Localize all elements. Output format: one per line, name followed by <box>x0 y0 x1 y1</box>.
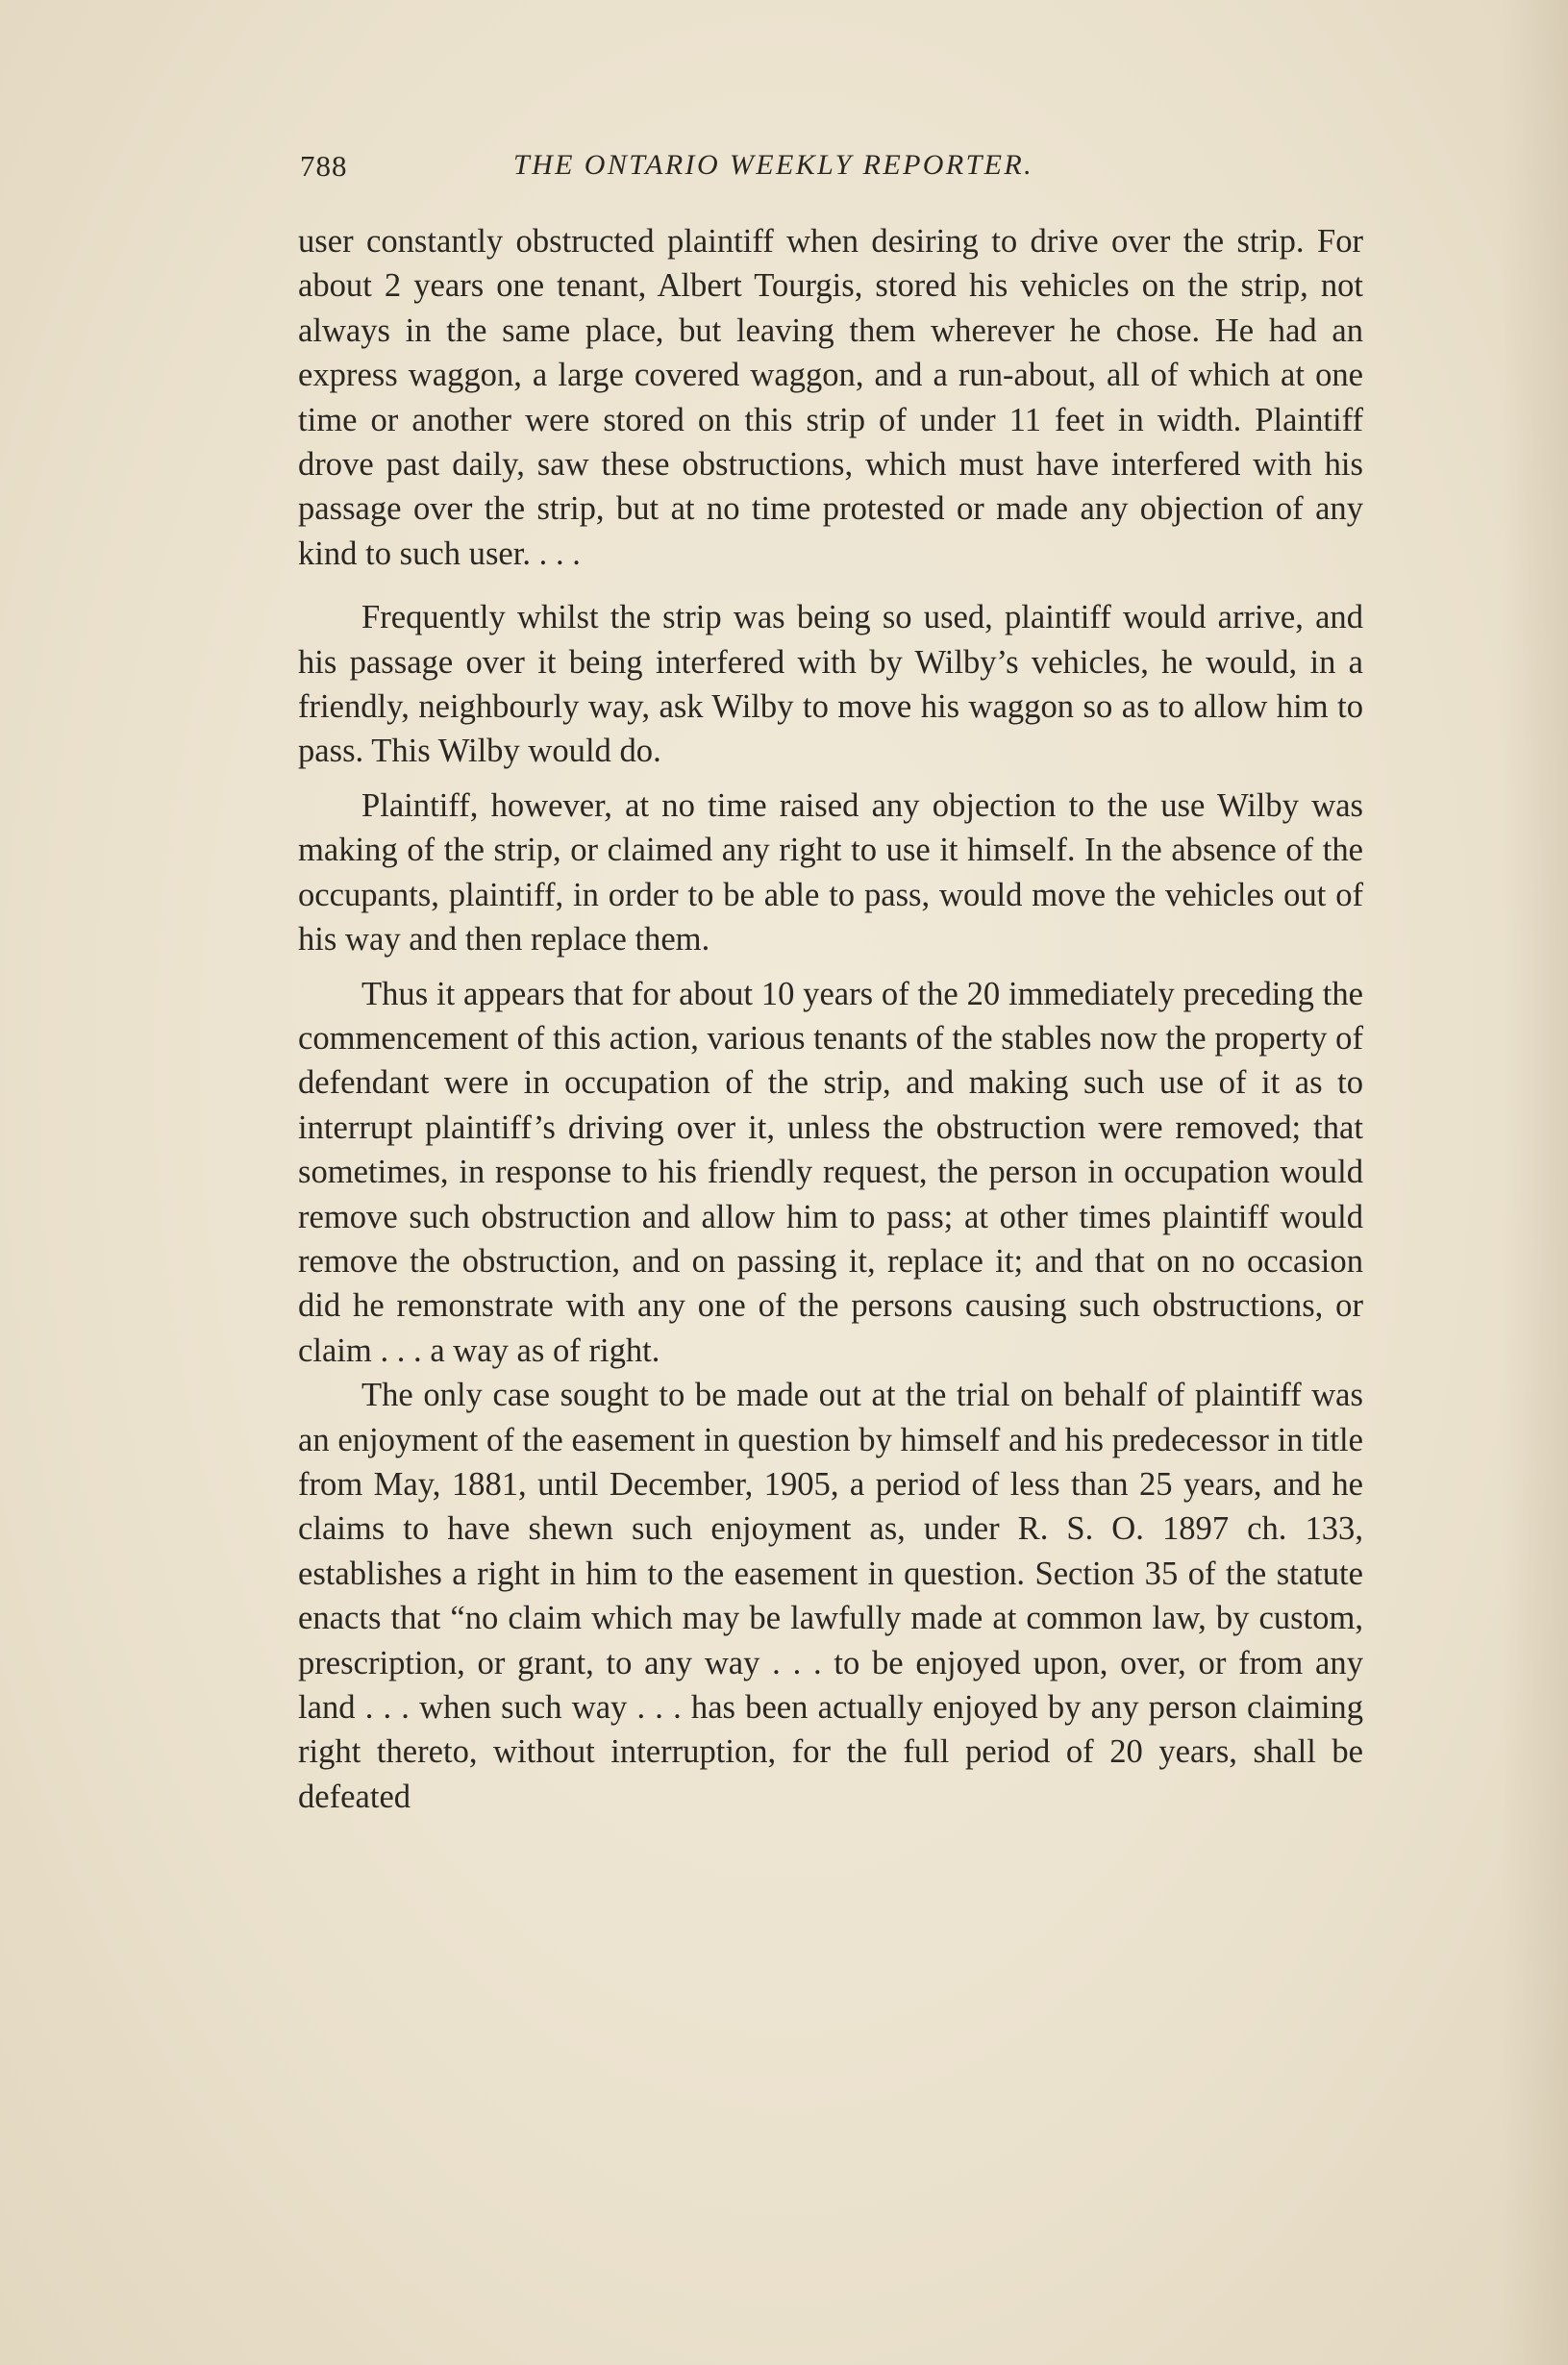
body-text <box>298 219 1363 1819</box>
page-number: 788 <box>300 149 348 183</box>
running-head: THE ONTARIO WEEKLY REPORTER. <box>513 149 1034 181</box>
page-header <box>300 149 1146 195</box>
paragraph: user constantly obstructed plaintiff when desiring to drive over the strip. For about 2 years one tenant, Albert Tourgis, stored his vehicles on the strip, not always in the same place, but leaving them wherever he chose. He had an express waggon, a large covered waggon, and a run-about, all of which at one time or another were stored on this strip of under 11 feet in width. Plaintiff drove past daily, saw these obstructions, which must have interfered with his passage over the strip, but at no time protested or made any objection of any kind to such user. . . . <box>298 223 1363 572</box>
paragraph: The only case sought to be made out at the trial on behalf of plaintiff was an enjoyment of the easement in question by himself and his predecessor in title from May, 1881, until December, 1905, a period of less than 25 years, and he claims to have shewn such enjoyment as, under R. S. O. 1897 ch. 133, establishes a right in him to the easement in question. Section 35 of the statute enacts that “no claim which may be lawfully made at common law, by custom, prescription, or grant, to any way . . . to be enjoyed upon, over, or from any land . . . when such way . . . has been actually enjoyed by any person claiming right thereto, without interruption, for the full period of 20 years, shall be defeated <box>298 1377 1363 1815</box>
page-edge-shadow <box>1501 0 1568 2365</box>
paragraph: Plaintiff, however, at no time raised any objection to the use Wilby was making of the strip, or claimed any right to use it himself. In the absence of the occupants, plaintiff, in order to be able to pass, would move the vehicles out of his way and then replace them. <box>298 786 1363 958</box>
paragraph: Frequently whilst the strip was being so used, plaintiff would arrive, and his passage over it being interfered with by Wilby’s vehicles, he would, in a friendly, neighbourly way, ask Wilby to move his waggon so as to allow him to pass. This Wilby would do. <box>298 599 1363 770</box>
paragraph: Thus it appears that for about 10 years of the 20 immediately preceding the commencement of this action, various tenants of the stables now the property of defendant were in occupation of the strip, and making such use of it as to interrupt plaintiff’s driving over it, unless the obstruction were removed; that sometimes, in response to his friendly request, the person in occupation would remove such obstruction and allow him to pass; at other times plaintiff would remove the obstruction, and on passing it, replace it; and that on no occasion did he remonstrate with any one of the persons causing such obstructions, or claim . . . a way as of right. <box>298 975 1363 1369</box>
